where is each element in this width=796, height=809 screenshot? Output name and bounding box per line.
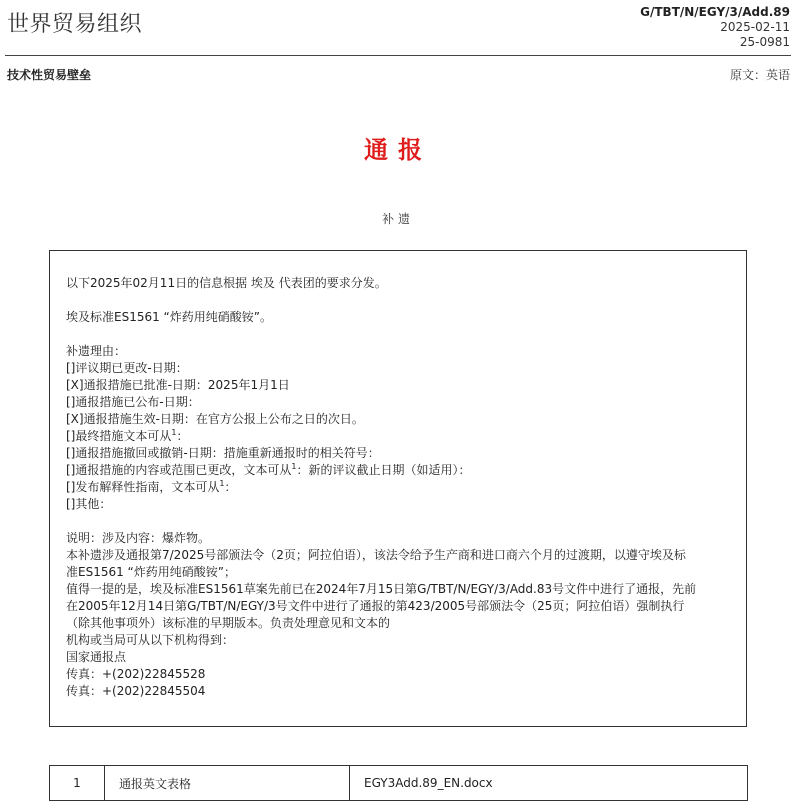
doc-symbol: G/TBT/N/EGY/3/Add.89 (640, 5, 790, 19)
notice-subtitle: 补遗 (381, 212, 414, 226)
description-block (66, 530, 730, 700)
reason-item: []通报措施的内容或范围已更改，文本可从$^1$：新的评议截止日期（如适用）： (66, 462, 471, 477)
reason-item: []其他： (66, 497, 112, 511)
reason-item: []最终措施文本可从$^1$： (66, 428, 189, 443)
original-language: 原文：英语 (729, 68, 790, 82)
description-line: 说明：涉及内容：爆炸物。 (66, 531, 211, 545)
reasons-heading: 补遗理由： (66, 344, 127, 358)
description-line: 国家通报点 (66, 650, 127, 664)
document-meta (640, 5, 790, 50)
reason-item: []通报措施撤回或撤销-日期：措施重新通报时的相关符号： (66, 446, 380, 460)
description-line: 机构或当局可从以下机构得到： (66, 633, 235, 647)
attachments-table (49, 765, 748, 801)
doc-date: 2025-02-11 (720, 20, 790, 34)
notice-content-box (49, 250, 747, 727)
attachment-description: 通报英文表格 (105, 766, 350, 801)
footnote-marker: 1 (219, 479, 225, 488)
doc-number: 25-0981 (739, 35, 790, 49)
footnote-marker: 1 (291, 462, 297, 471)
org-name: 世界贸易组织 (7, 12, 143, 37)
reason-item: []发布解释性指南，文本可从$^1$： (66, 479, 237, 494)
footnote-marker: 1 (171, 428, 177, 437)
description-line: 本补遗涉及通报第7/2025号部颁法令（2页；阿拉伯语），该法令给予生产商和进口商六个月的过渡期，以遵守埃及标 (66, 548, 686, 562)
notice-title: 通报 (364, 136, 432, 164)
reason-item: []评议期已更改-日期： (66, 361, 188, 375)
reasons-list (66, 360, 730, 513)
standard-title: 埃及标准ES1561 “炸药用纯硝酸铵”。 (66, 310, 272, 324)
reason-item: [X]通报措施生效-日期：在官方公报上公布之日的次日。 (66, 412, 364, 426)
intro-text: 以下2025年02月11日的信息根据 埃及 代表团的要求分发。 (66, 276, 387, 290)
table-row (50, 766, 748, 801)
description-line: 准ES1561 “炸药用纯硝酸铵”； (66, 565, 236, 579)
description-line: 在2005年12月14日第G/TBT/N/EGY/3号文件中进行了通报的第423/2005号部颁法令（25页；阿拉伯语）强制执行 (66, 599, 685, 613)
fax-line: 传真：+(202)22845504 (66, 684, 206, 698)
committee-name: 技术性贸易壁垒 (7, 68, 92, 82)
reason-item: [X]通报措施已批准-日期：2025年1月1日 (66, 378, 290, 392)
description-line: 值得一提的是，埃及标准ES1561草案先前已在2024年7月15日第G/TBT/N/EGY/3/Add.83号文件中进行了通报，先前 (66, 582, 697, 596)
attachment-index: 1 (50, 766, 105, 801)
fax-line: 传真：+(202)22845528 (66, 667, 206, 681)
reason-item: []通报措施已公布-日期： (66, 395, 200, 409)
attachment-filename[interactable]: EGY3Add.89_EN.docx (350, 766, 748, 801)
header-divider (5, 55, 791, 56)
description-line: （除其他事项外）该标准的早期版本。负责处理意见和文本的 (66, 616, 391, 630)
